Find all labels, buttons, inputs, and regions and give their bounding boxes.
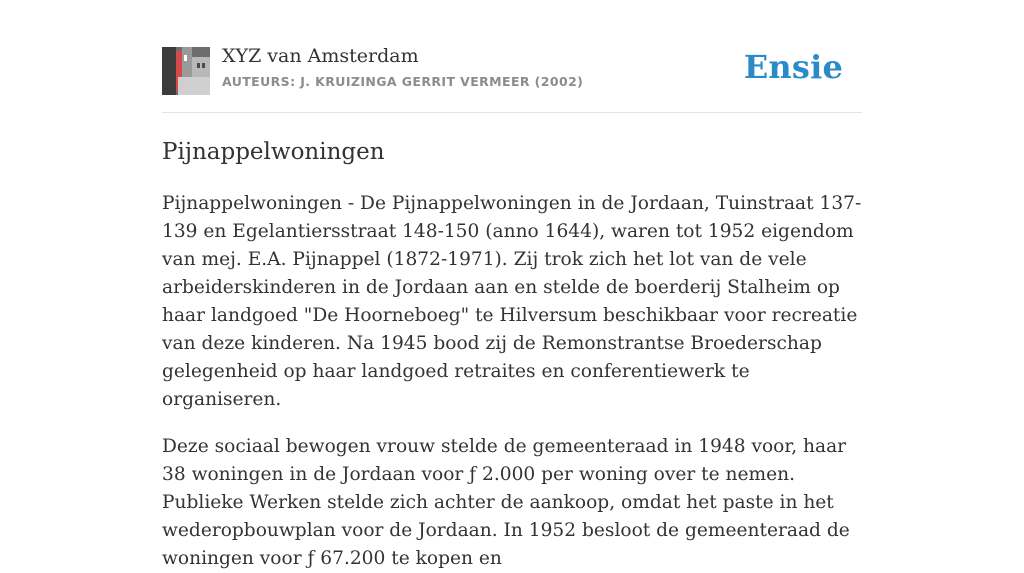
book-cover-icon bbox=[162, 47, 210, 95]
book-title[interactable]: XYZ van Amsterdam bbox=[222, 45, 419, 67]
header bbox=[162, 0, 862, 113]
article-title: Pijnappelwoningen bbox=[162, 139, 385, 165]
content-container bbox=[162, 0, 862, 573]
ensie-logo-link[interactable]: Ensie bbox=[743, 48, 843, 86]
book-cover-avatar[interactable] bbox=[162, 47, 210, 95]
article-paragraph-1: Pijnappelwoningen - De Pijnappelwoningen in de Jordaan, Tuinstraat 137-139 en Egelantiersstraat 148-150 (anno 1644), waren tot 1952 eigendom van mej. E.A. Pijnappel (1872-1971). Zij trok zich het lot van de vele arbeiderskinderen in de Jordaan aan en stelde de boerderij Stalheim op haar landgoed "De Hoorneboeg" te Hilversum beschikbaar voor recreatie van deze kinderen. Na 1945 bood zij de Remonstrantse Broederschap gelegenheid op haar landgoed retraites en conferentiewerk te organiseren. bbox=[162, 193, 862, 410]
article-paragraph-2: Deze sociaal bewogen vrouw stelde de gemeenteraad in 1948 voor, haar 38 woningen in de Jordaan voor ƒ 2.000 per woning over te nemen. Publieke Werken stelde zich achter de aankoop, omdat het paste in het wederopbouwplan voor de Jordaan. In 1952 besloot de gemeenteraad de woningen voor ƒ 67.200 te kopen en bbox=[162, 436, 850, 569]
authors-line: AUTEURS: J. KRUIZINGA GERRIT VERMEER (2002) bbox=[222, 74, 584, 89]
